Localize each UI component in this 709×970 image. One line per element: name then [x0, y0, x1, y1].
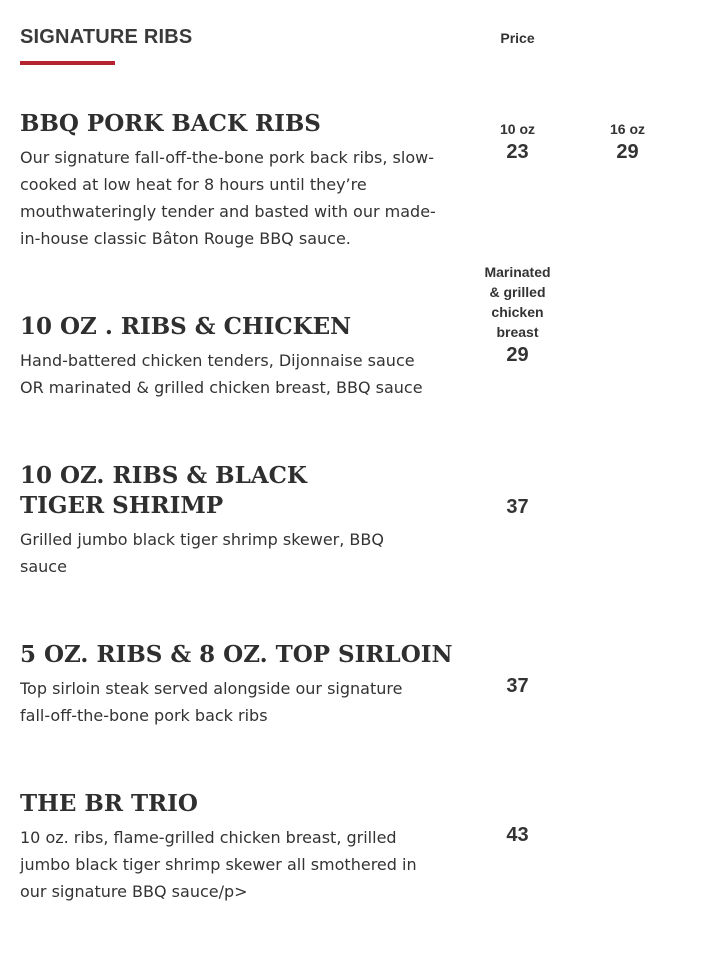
menu-item-description: Our signature fall-off-the-bone pork back ribs, slow-cooked at low heat for 8 hours until they’re mouthwateringly tender and basted with our made-in-house classic Bâton Rouge BBQ sauce.	[20, 148, 436, 248]
price-value: 43	[506, 824, 529, 846]
menu-item-name: 10 OZ. RIBS & BLACK TIGER SHRIMP	[20, 462, 307, 519]
section-title: SIGNATURE RIBS	[20, 26, 193, 48]
price-option	[480, 119, 555, 165]
price-label: 10 oz	[499, 121, 535, 137]
price-value: 23	[506, 141, 529, 163]
price-option	[480, 494, 555, 520]
menu-item-description: Top sirloin steak served alongside our signature fall-off-the-bone pork back ribs	[20, 679, 403, 725]
price-value: 29	[506, 344, 529, 366]
menu-item-description: 10 oz. ribs, flame-grilled chicken breast, grilled jumbo black tiger shrimp skewer all smothered in our signature BBQ sauce/p>	[20, 828, 417, 901]
price-option	[480, 673, 555, 699]
menu-item-description: Grilled jumbo black tiger shrimp skewer, BBQ sauce	[20, 530, 384, 576]
menu-item-name: BBQ PORK BACK RIBS	[20, 110, 321, 137]
price-value: 29	[616, 141, 639, 163]
price-column-header: Price	[500, 30, 535, 46]
price-value: 37	[506, 675, 529, 697]
section-title-underline	[20, 61, 115, 65]
price-label: 16 oz	[609, 121, 645, 137]
price-value: 37	[506, 496, 529, 518]
menu-item-name: 5 OZ. RIBS & 8 OZ. TOP SIRLOIN	[20, 641, 453, 668]
price-option	[480, 822, 555, 848]
menu-item-name: 10 OZ . RIBS & CHICKEN	[20, 313, 352, 340]
price-option	[480, 262, 555, 368]
menu-item-name: THE BR TRIO	[20, 790, 198, 817]
price-label: Marinated & grilled chicken breast	[484, 264, 551, 340]
price-option	[590, 119, 665, 165]
menu-item-description: Hand-battered chicken tenders, Dijonnaise sauce OR marinated & grilled chicken breast, BBQ sauce	[20, 351, 423, 397]
